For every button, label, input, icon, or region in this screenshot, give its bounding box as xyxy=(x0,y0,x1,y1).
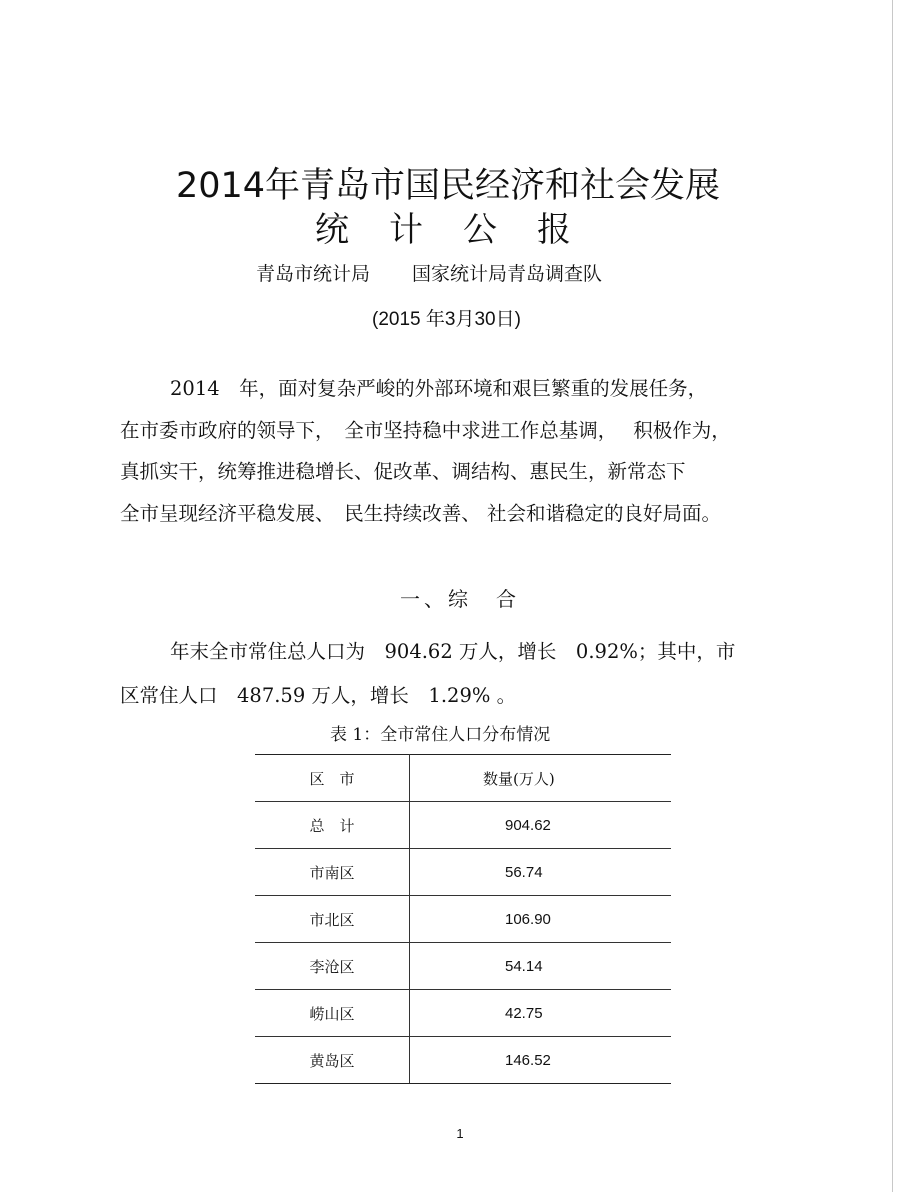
table-caption: 表 1：全市常住人口分布情况 xyxy=(330,725,551,745)
row-value: 54.14 xyxy=(410,943,672,990)
row-value: 106.90 xyxy=(410,896,672,943)
population-line-2: 区常住人口 487.59 万人，增长 1.29% 。 xyxy=(120,684,517,707)
header-quantity: 数量(万人) xyxy=(410,755,672,802)
publication-date: (2015 年3月30日) xyxy=(372,309,521,330)
row-district: 黄岛区 xyxy=(255,1037,410,1084)
row-district: 李沧区 xyxy=(255,943,410,990)
intro-line-4: 全市呈现经济平稳发展、 民生持续改善、 社会和谐稳定的良好局面。 xyxy=(120,502,721,525)
row-district: 市北区 xyxy=(255,896,410,943)
table-row xyxy=(255,849,671,896)
report-title-line2: 统计公报 xyxy=(315,210,611,250)
issuer-org-1: 青岛市统计局 xyxy=(256,263,371,285)
issuer-org-2: 国家统计局青岛调查队 xyxy=(412,263,603,285)
population-table xyxy=(255,754,671,1084)
row-value: 42.75 xyxy=(410,990,672,1037)
table-row xyxy=(255,896,671,943)
row-value: 146.52 xyxy=(410,1037,672,1084)
report-title-line1: 2014年青岛市国民经济和社会发展 xyxy=(175,166,721,206)
table-row xyxy=(255,802,671,849)
page-number: 1 xyxy=(456,1126,464,1141)
intro-line-2: 在市委市政府的领导下， 全市坚持稳中求进工作总基调， 积极作为， xyxy=(120,419,731,442)
row-district: 市南区 xyxy=(255,849,410,896)
header-district: 区 市 xyxy=(255,755,410,802)
table-row xyxy=(255,943,671,990)
intro-line-1: 2014 年，面对复杂严峻的外部环境和艰巨繁重的发展任务， xyxy=(170,377,708,400)
row-district: 崂山区 xyxy=(255,990,410,1037)
section-heading: 一、综 合 xyxy=(400,587,520,611)
issuer-line xyxy=(256,259,602,286)
table-row xyxy=(255,1037,671,1084)
row-district: 总 计 xyxy=(255,802,410,849)
table-header-row xyxy=(255,755,671,802)
intro-line-3: 真抓实干，统筹推进稳增长、促改革、调结构、惠民生，新常态下 xyxy=(120,460,686,483)
table-row xyxy=(255,990,671,1037)
row-value: 56.74 xyxy=(410,849,672,896)
row-value: 904.62 xyxy=(410,802,672,849)
population-line-1: 年末全市常住总人口为 904.62 万人，增长 0.92%；其中，市 xyxy=(170,640,736,663)
